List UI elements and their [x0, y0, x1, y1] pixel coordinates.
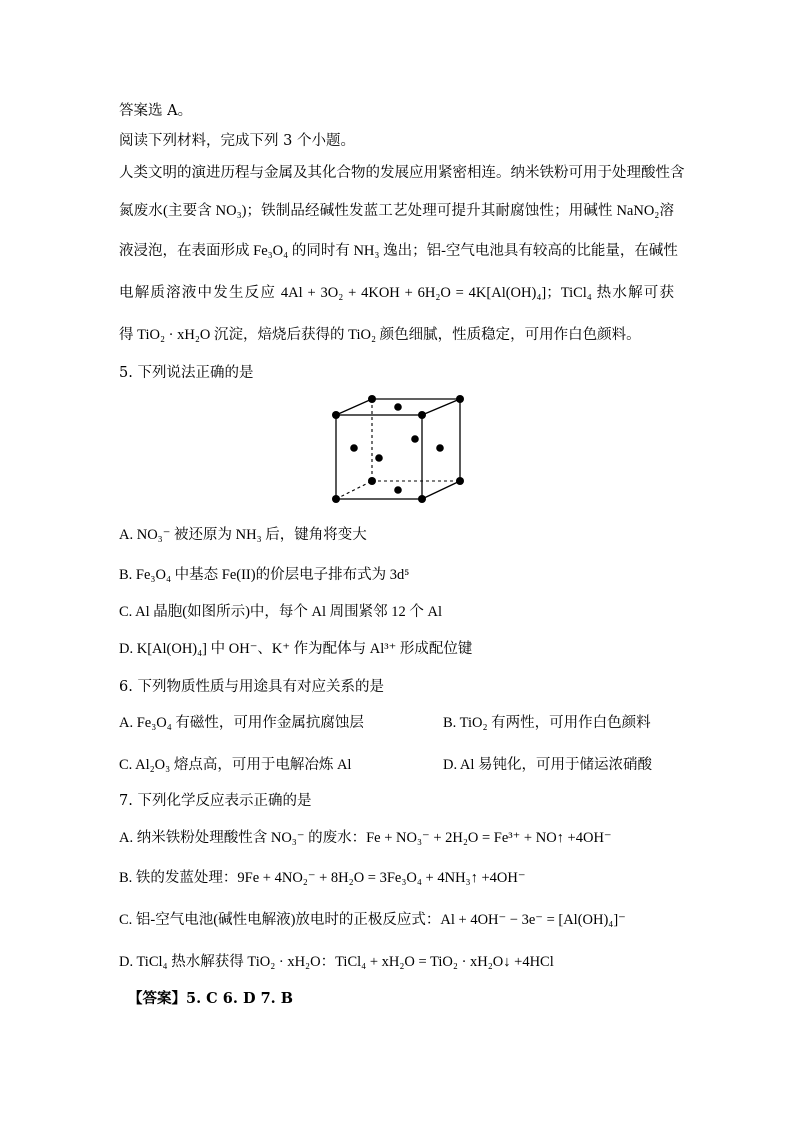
face-center-atom	[375, 454, 383, 462]
q7-option-d: D. TiCl₄ 热水解获得 TiO₂ · xH₂O：TiCl₄ + xH₂O = TiO₂ · xH₂O↓ +4HCl	[119, 954, 554, 970]
q6-option-a: A. Fe₃O₄ 有磁性，可用作金属抗腐蚀层	[119, 715, 364, 731]
face-center-atom	[436, 444, 444, 452]
cube-bottom-right-edge	[422, 481, 460, 499]
corner-atom	[332, 411, 340, 419]
face-center-atom	[394, 486, 402, 494]
question-7-stem: 7. 下列化学反应表示正确的是	[119, 793, 312, 809]
material-line-4: 电解质溶液中发生反应 4Al + 3O₂ + 4KOH + 6H₂O = 4K[Al(OH)₄]；TiCl₄ 热水解可获	[119, 285, 674, 301]
cube-hidden-left-edge	[336, 481, 372, 499]
cube-top-left-edge	[336, 399, 372, 415]
answer-line: 【答案】5. C 6. D 7. B	[128, 990, 294, 1007]
corner-atom	[332, 495, 340, 503]
q5-option-c: C. Al 晶胞(如图所示)中，每个 Al 周围紧邻 12 个 Al	[119, 604, 443, 620]
corner-atom	[418, 495, 426, 503]
material-line-3: 液浸泡，在表面形成 Fe₃O₄ 的同时有 NH₃ 逸出；铝-空气电池具有较高的比能量，在碱性	[119, 243, 678, 259]
corner-atom	[456, 477, 464, 485]
q7-option-a: A. 纳米铁粉处理酸性含 NO₃⁻ 的废水：Fe + NO₃⁻ + 2H₂O = Fe³⁺ + NO↑ +4OH⁻	[119, 830, 612, 846]
corner-atom	[368, 477, 376, 485]
q5-option-d: D. K[Al(OH)₄] 中 OH⁻、K⁺ 作为配体与 Al³⁺ 形成配位键	[119, 641, 473, 657]
corner-atom	[456, 395, 464, 403]
q5-option-a: A. NO₃⁻ 被还原为 NH₃ 后，键角将变大	[119, 527, 367, 543]
face-center-atom	[350, 444, 358, 452]
reading-instruction: 阅读下列材料，完成下列 3 个小题。	[119, 133, 355, 149]
q6-option-c: C. Al₂O₃ 熔点高，可用于电解冶炼 Al	[119, 757, 352, 773]
corner-atom	[418, 411, 426, 419]
q6-option-d: D. Al 易钝化，可用于储运浓硝酸	[443, 757, 653, 773]
question-5-stem: 5. 下列说法正确的是	[119, 365, 254, 381]
al-unit-cell-figure	[328, 393, 468, 505]
q7-option-c: C. 铝-空气电池(碱性电解液)放电时的正极反应式：Al + 4OH⁻ − 3e⁻ = [Al(OH)₄]⁻	[119, 912, 626, 928]
q5-option-b: B. Fe₃O₄ 中基态 Fe(II)的价层电子排布式为 3d⁵	[119, 567, 410, 583]
cube-top-right-edge	[422, 399, 460, 415]
corner-atom	[368, 395, 376, 403]
face-center-atom	[394, 403, 402, 411]
question-6-stem: 6. 下列物质性质与用途具有对应关系的是	[119, 679, 384, 695]
face-center-atom	[411, 435, 419, 443]
material-line-1: 人类文明的演进历程与金属及其化合物的发展应用紧密相连。纳米铁粉可用于处理酸性含	[119, 165, 685, 181]
material-line-2: 氮废水(主要含 NO₃)；铁制品经碱性发蓝工艺处理可提升其耐腐蚀性；用碱性 NaNO₂溶	[119, 203, 674, 219]
q6-option-b: B. TiO₂ 有两性，可用作白色颜料	[443, 715, 651, 731]
previous-answer-line: 答案选 A。	[119, 103, 193, 119]
q7-option-b: B. 铁的发蓝处理：9Fe + 4NO₂⁻ + 8H₂O = 3Fe₃O₄ + 4NH₃↑ +4OH⁻	[119, 870, 526, 886]
material-line-5: 得 TiO₂ · xH₂O 沉淀，焙烧后获得的 TiO₂ 颜色细腻，性质稳定，可用作白色颜料。	[119, 327, 641, 343]
